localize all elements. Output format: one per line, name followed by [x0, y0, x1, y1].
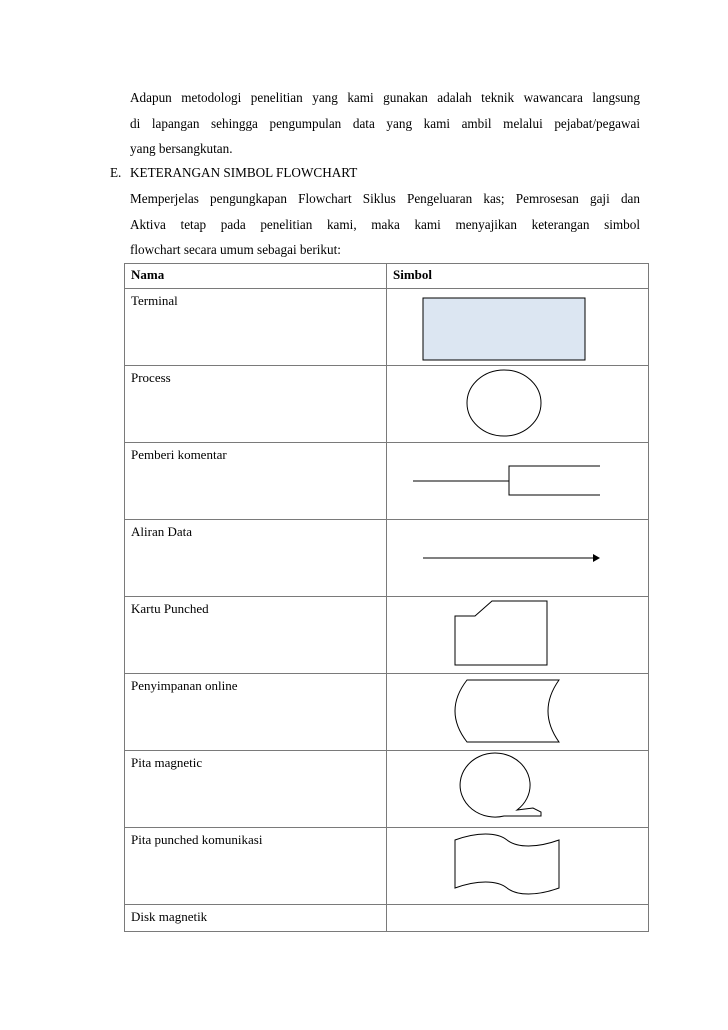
- section-heading: [110, 160, 357, 186]
- table-row: [125, 443, 649, 520]
- online-storage-icon: [387, 674, 649, 750]
- symbol-name: Kartu Punched: [125, 597, 387, 674]
- section-paragraph: [130, 186, 640, 263]
- symbol-name: Aliran Data: [125, 520, 387, 597]
- punched-tape-icon: [387, 828, 649, 904]
- header-name: Nama: [125, 264, 387, 289]
- table-row: [125, 674, 649, 751]
- magnetic-tape-icon: [387, 751, 649, 827]
- symbol-name: Process: [125, 366, 387, 443]
- terminal-shape: [423, 298, 585, 360]
- symbol-name: Pemberi komentar: [125, 443, 387, 520]
- symbol-name: Terminal: [125, 289, 387, 366]
- annotation-bracket-icon: [387, 443, 649, 519]
- table-row: [125, 751, 649, 828]
- table-row: [125, 905, 649, 932]
- table-row: [125, 289, 649, 366]
- flowchart-symbol-table: [124, 263, 649, 932]
- symbol-name: Pita punched komunikasi: [125, 828, 387, 905]
- header-symbol: Simbol: [387, 264, 649, 289]
- table-row: [125, 366, 649, 443]
- table-row: [125, 828, 649, 905]
- table-header-row: [125, 264, 649, 289]
- section-line: Aktiva tetap pada penelitian kami, maka kami menyajikan keterangan simbol: [130, 216, 640, 232]
- intro-paragraph: [130, 85, 640, 162]
- intro-line: di lapangan sehingga pengumpulan data yang kami ambil melalui pejabat/pegawai: [130, 115, 640, 131]
- symbol-cell: [387, 751, 649, 828]
- terminal-rectangle-icon: [387, 289, 649, 365]
- section-line: Memperjelas pengungkapan Flowchart Siklus Pengeluaran kas; Pemrosesan gaji dan: [130, 191, 640, 206]
- symbol-cell: [387, 366, 649, 443]
- intro-line: Adapun metodologi penelitian yang kami gunakan adalah teknik wawancara langsung: [130, 90, 640, 105]
- symbol-cell: [387, 828, 649, 905]
- symbol-name: Disk magnetik: [125, 905, 387, 932]
- symbol-cell: [387, 443, 649, 520]
- symbol-cell: [387, 674, 649, 751]
- process-circle-icon: [387, 366, 649, 442]
- section-letter: E.: [110, 165, 122, 180]
- data-flow-arrow-icon: [387, 520, 649, 596]
- intro-line: yang bersangkutan.: [130, 141, 233, 156]
- symbol-name: Penyimpanan online: [125, 674, 387, 751]
- table-row: [125, 520, 649, 597]
- symbol-name: Pita magnetic: [125, 751, 387, 828]
- symbol-cell: [387, 289, 649, 366]
- symbol-cell: [387, 520, 649, 597]
- symbol-cell: [387, 905, 649, 932]
- punched-card-icon: [387, 597, 649, 673]
- table-row: [125, 597, 649, 674]
- section-line: flowchart secara umum sebagai berikut:: [130, 242, 341, 257]
- symbol-cell: [387, 597, 649, 674]
- section-title: KETERANGAN SIMBOL FLOWCHART: [130, 165, 358, 180]
